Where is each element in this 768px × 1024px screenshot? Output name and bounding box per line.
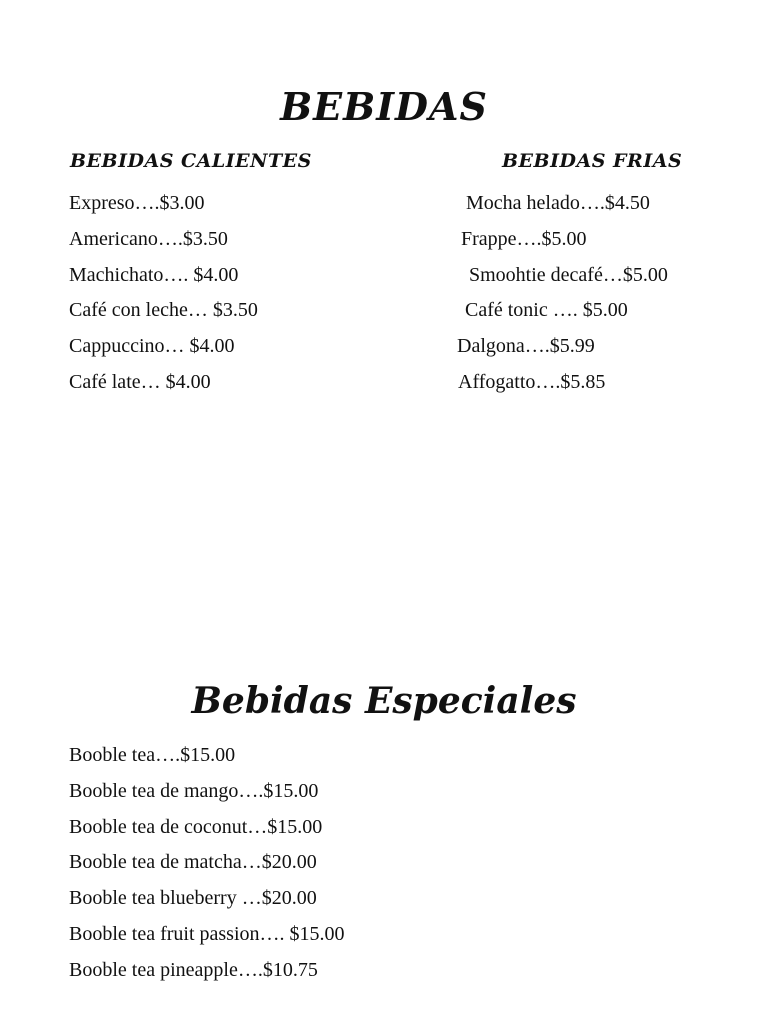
hot-drinks-list: [69, 191, 258, 406]
menu-item: Expreso….$3.00: [69, 192, 205, 214]
menu-item: Booble tea de mango….$15.00: [69, 779, 319, 802]
special-drinks-list: [69, 743, 345, 994]
menu-item: Booble tea pineapple….$10.75: [69, 958, 318, 981]
cold-drinks-heading: BEBIDAS FRIAS: [502, 150, 683, 172]
menu-item: Dalgona….$5.99: [457, 335, 595, 358]
menu-item: Booble tea de matcha…$20.00: [69, 851, 317, 874]
menu-item: Café late… $4.00: [69, 370, 211, 393]
menu-item: Cappuccino… $4.00: [69, 335, 235, 358]
menu-item: Affogatto….$5.85: [458, 370, 606, 393]
menu-item: Machichato…. $4.00: [69, 263, 239, 286]
menu-title: BEBIDAS: [280, 84, 488, 129]
menu-item: Booble tea….$15.00: [69, 744, 236, 766]
menu-item: Booble tea fruit passion…. $15.00: [69, 922, 345, 945]
menu-item: Frappe….$5.00: [461, 227, 587, 250]
menu-item: Café tonic …. $5.00: [465, 299, 628, 322]
menu-item: Café con leche… $3.50: [69, 299, 258, 322]
special-drinks-title: Bebidas Especiales: [191, 680, 577, 722]
menu-item: Smoohtie decafé…$5.00: [469, 263, 668, 286]
menu-item: Booble tea de coconut…$15.00: [69, 815, 323, 838]
menu-item: Mocha helado….$4.50: [466, 192, 650, 214]
hot-drinks-heading: BEBIDAS CALIENTES: [70, 150, 312, 172]
menu-item: Booble tea blueberry …$20.00: [69, 887, 317, 910]
menu-item: Americano….$3.50: [69, 227, 228, 250]
cold-drinks-list: [457, 191, 668, 406]
